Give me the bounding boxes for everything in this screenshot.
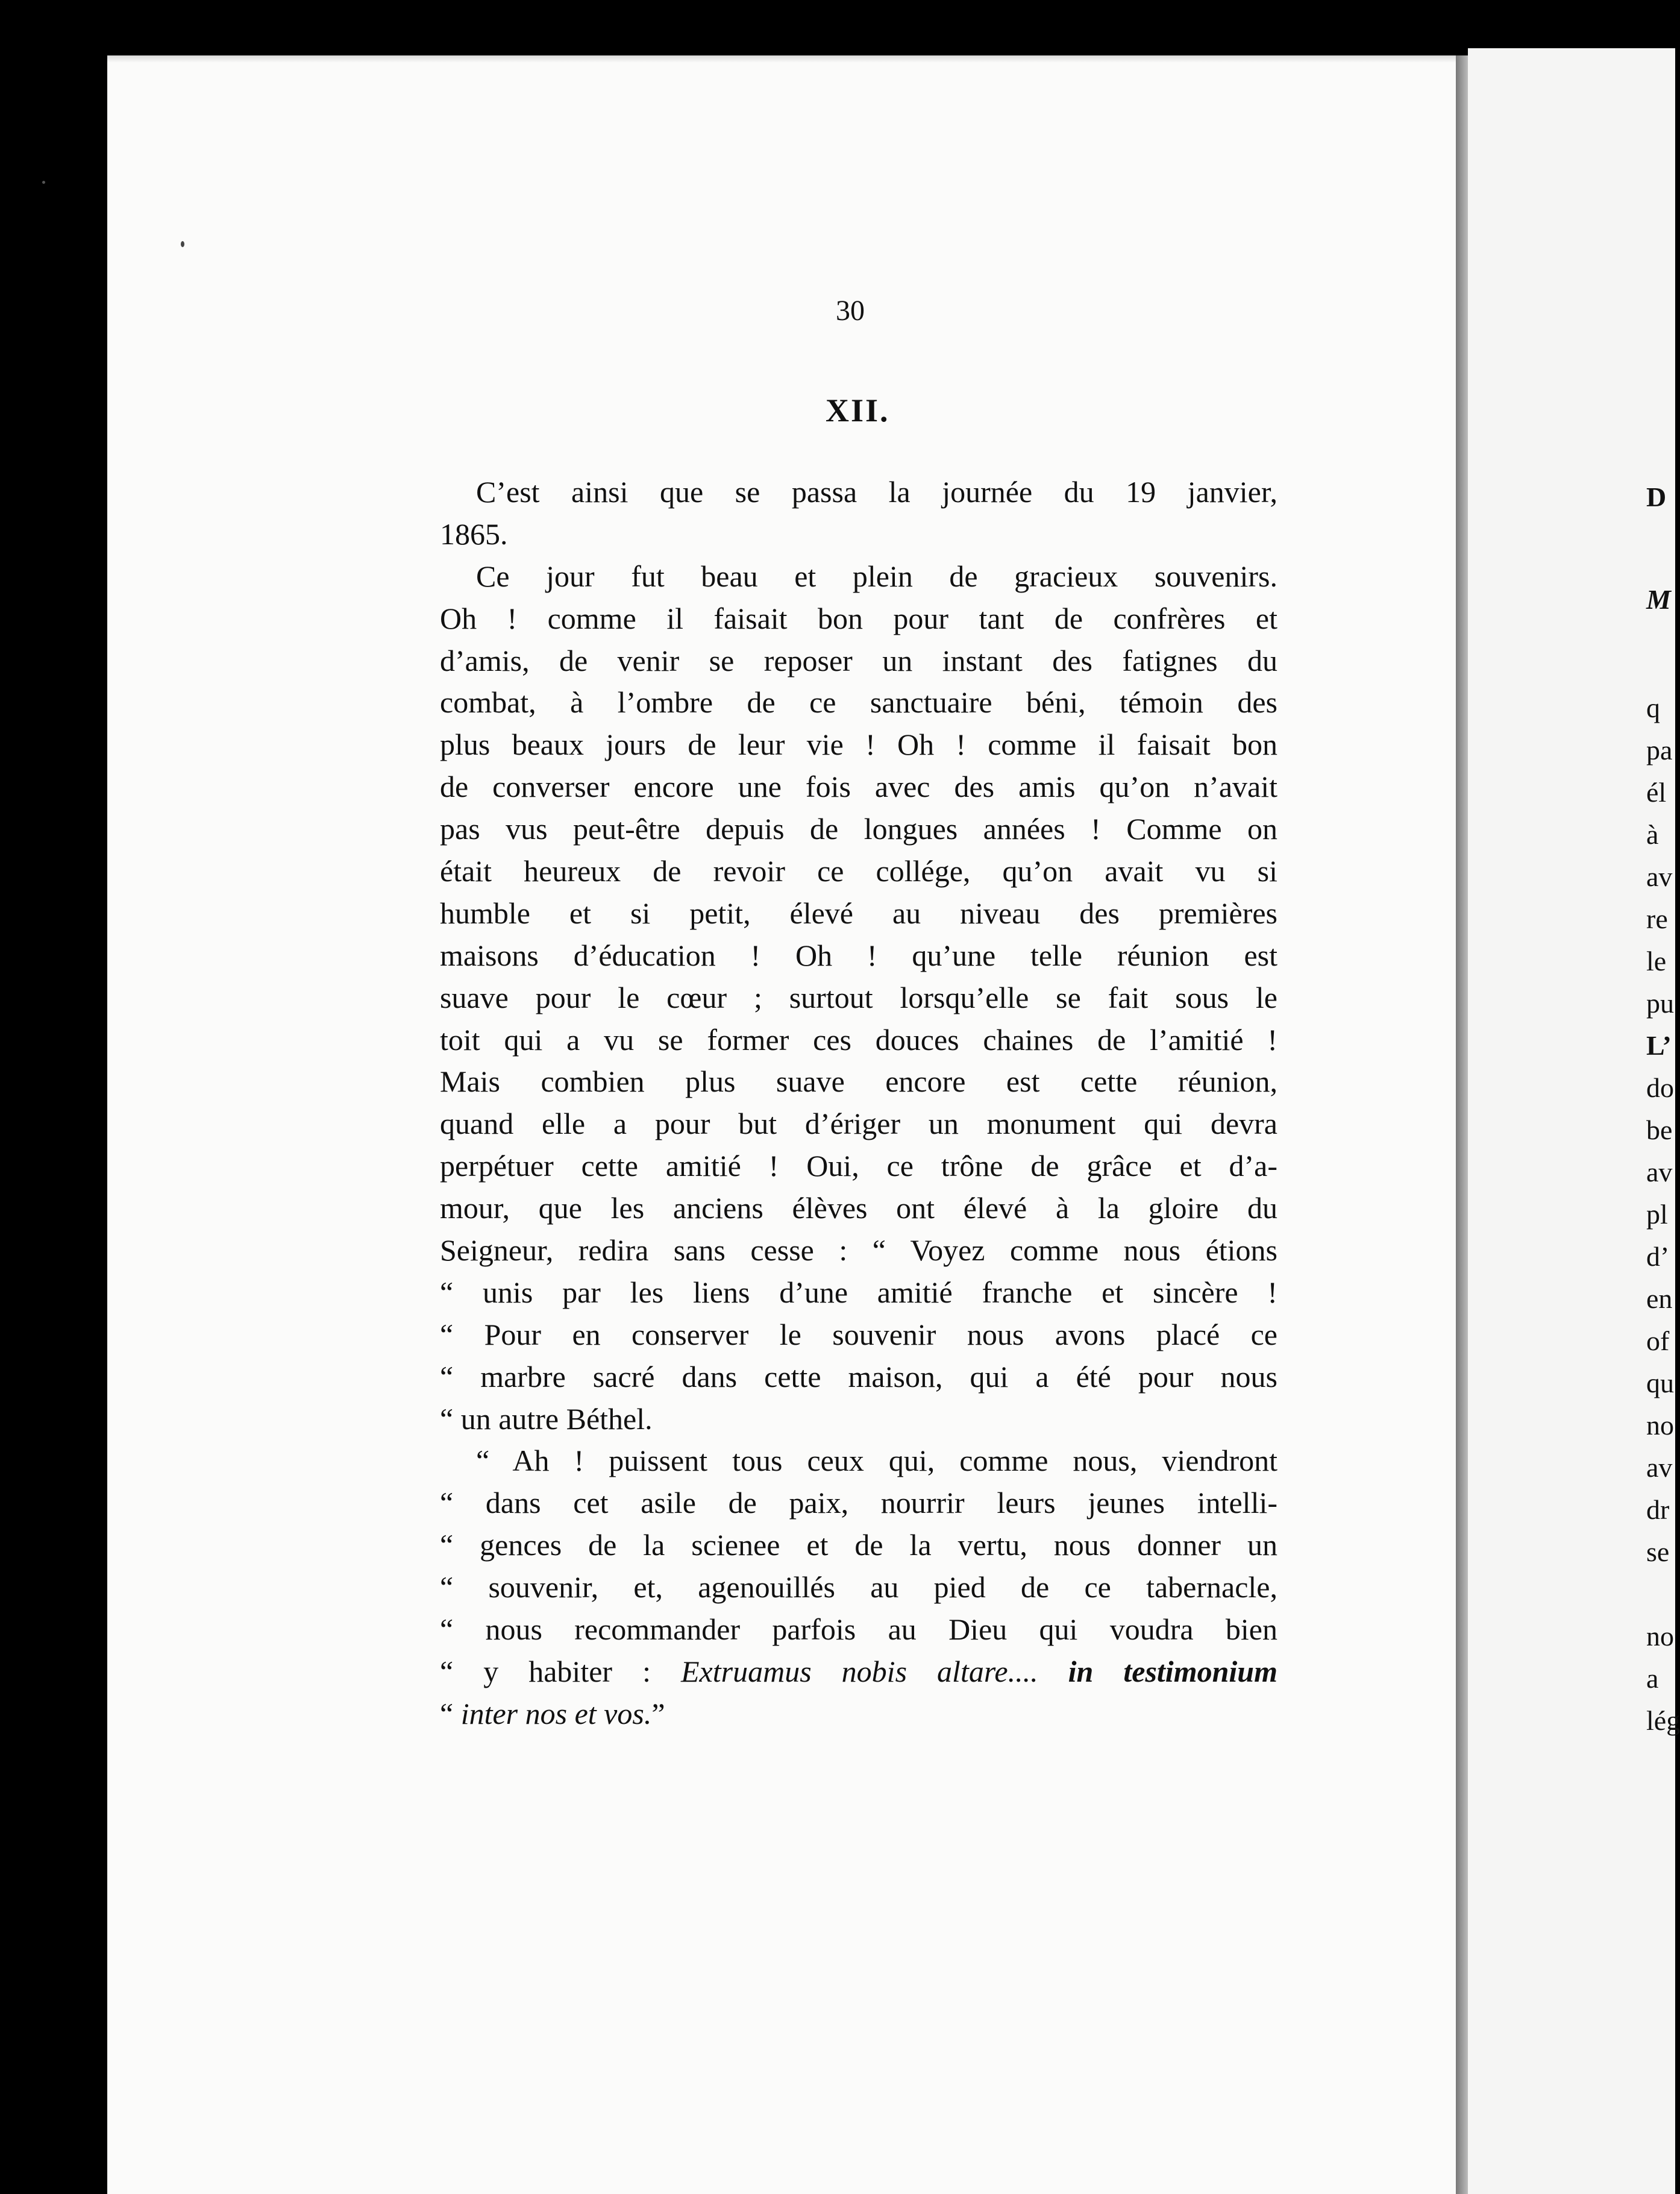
facing-page-fragment: q bbox=[1646, 693, 1660, 723]
text-line: “ nous recommander parfois au Dieu qui voudra bien bbox=[440, 1612, 1277, 1647]
text-line: “ marbre sacré dans cette maison, qui a été pour nous bbox=[440, 1359, 1277, 1394]
facing-page-fragment: re bbox=[1646, 904, 1668, 934]
text-line: Mais combien plus suave encore est cette réunion, bbox=[440, 1064, 1277, 1099]
text-line: Oh ! comme il faisait bon pour tant de confrères et bbox=[440, 601, 1277, 635]
text-line: “ Pour en conserver le souvenir nous avons placé ce bbox=[440, 1317, 1277, 1351]
dust-speck bbox=[181, 241, 184, 247]
text-line: pas vus peut-être depuis de longues années ! Comme on bbox=[440, 812, 1277, 846]
facing-page-fragment: en bbox=[1646, 1283, 1673, 1314]
facing-page-fragment: be bbox=[1646, 1114, 1673, 1145]
text-line: était heureux de revoir ce collége, qu’on avait vu si bbox=[440, 854, 1277, 888]
text-line: “ dans cet asile de paix, nourrir leurs jeunes intelli- bbox=[440, 1486, 1277, 1520]
text-line: “ un autre Béthel. bbox=[440, 1401, 653, 1436]
text-line-last bbox=[440, 1693, 1277, 1735]
page-number: 30 bbox=[836, 295, 865, 327]
facing-page-fragment: no bbox=[1646, 1621, 1674, 1652]
text-line: de converser encore une fois avec des amis qu’on n’avait bbox=[440, 770, 1277, 804]
facing-page-fragment: qu bbox=[1646, 1368, 1674, 1398]
facing-page-fragment: av bbox=[1646, 1452, 1673, 1483]
text-line-latin bbox=[440, 1651, 1277, 1693]
text-line: “ gences de la scienee et de la vertu, nous donner un bbox=[440, 1528, 1277, 1562]
facing-page-fragment: a bbox=[1646, 1663, 1659, 1694]
facing-page-fragment: dr bbox=[1646, 1494, 1670, 1525]
facing-page-fragment: pl bbox=[1646, 1199, 1668, 1230]
body-text bbox=[440, 471, 1277, 1735]
text-line: toit qui a vu se former ces douces chaines de l’amitié ! bbox=[440, 1022, 1277, 1057]
text-line: combat, à l’ombre de ce sanctuaire béni, témoin des bbox=[440, 685, 1277, 720]
text-line: 1865. bbox=[440, 517, 508, 551]
facing-page-fragment: av bbox=[1646, 861, 1673, 892]
latin-quote: Extruamus nobis altare.... bbox=[681, 1654, 1038, 1688]
text-line: “ unis par les liens d’une amitié franche et sincère ! bbox=[440, 1275, 1277, 1309]
closing-quote: ” bbox=[651, 1696, 665, 1730]
facing-page-fragment: d’ bbox=[1646, 1241, 1670, 1272]
facing-page-fragment: lég bbox=[1646, 1705, 1680, 1736]
facing-page-fragment: à bbox=[1646, 819, 1659, 850]
line-prefix: “ y habiter : bbox=[440, 1654, 681, 1688]
facing-page-fragment: se bbox=[1646, 1536, 1670, 1567]
quote-mark: “ bbox=[440, 1696, 461, 1730]
text-line: d’amis, de venir se reposer un instant des fatignes du bbox=[440, 643, 1277, 677]
facing-page-fragment: le bbox=[1646, 946, 1667, 976]
facing-page-fragment: M bbox=[1646, 584, 1671, 615]
text-line: plus beaux jours de leur vie ! Oh ! comme il faisait bon bbox=[440, 728, 1277, 762]
facing-page bbox=[1468, 48, 1675, 2194]
text-line: “ Ah ! puissent tous ceux qui, comme nous, viendront bbox=[476, 1444, 1277, 1478]
facing-page-fragment: L’ bbox=[1646, 1030, 1672, 1061]
facing-page-fragment: av bbox=[1646, 1157, 1673, 1187]
facing-page-fragment: do bbox=[1646, 1072, 1674, 1103]
facing-page-fragment: pu bbox=[1646, 988, 1674, 1019]
text-line: humble et si petit, élevé au niveau des premières bbox=[440, 896, 1277, 930]
chapter-heading: XII. bbox=[826, 392, 890, 429]
text-line: “ souvenir, et, agenouillés au pied de ce tabernacle, bbox=[440, 1570, 1277, 1605]
text-line: maisons d’éducation ! Oh ! qu’une telle réunion est bbox=[440, 938, 1277, 972]
facing-page-fragment: él bbox=[1646, 777, 1667, 808]
book-gutter bbox=[1456, 55, 1468, 2194]
text-line: mour, que les anciens élèves ont élevé à la gloire du bbox=[440, 1191, 1277, 1225]
text-line: quand elle a pour but d’ériger un monument qui devra bbox=[440, 1107, 1277, 1141]
text-line: C’est ainsi que se passa la journée du 19 janvier, bbox=[476, 475, 1277, 509]
text-line: Ce jour fut beau et plein de gracieux souvenirs. bbox=[476, 559, 1277, 593]
text-line: suave pour le cœur ; surtout lorsqu’elle se fait sous le bbox=[440, 980, 1277, 1014]
latin-quote-cont: in testimonium bbox=[1038, 1654, 1277, 1688]
text-line: perpétuer cette amitié ! Oui, ce trône de grâce et d’a- bbox=[440, 1149, 1277, 1183]
facing-page-fragment: no bbox=[1646, 1410, 1674, 1441]
facing-page-fragment: pa bbox=[1646, 735, 1673, 765]
facing-page-fragment: of bbox=[1646, 1325, 1670, 1356]
facing-page-fragment: D bbox=[1646, 482, 1667, 512]
dust-speck bbox=[42, 181, 45, 184]
latin-quote-end: inter nos et vos. bbox=[460, 1696, 652, 1730]
text-line: Seigneur, redira sans cesse : “ Voyez comme nous étions bbox=[440, 1233, 1277, 1268]
